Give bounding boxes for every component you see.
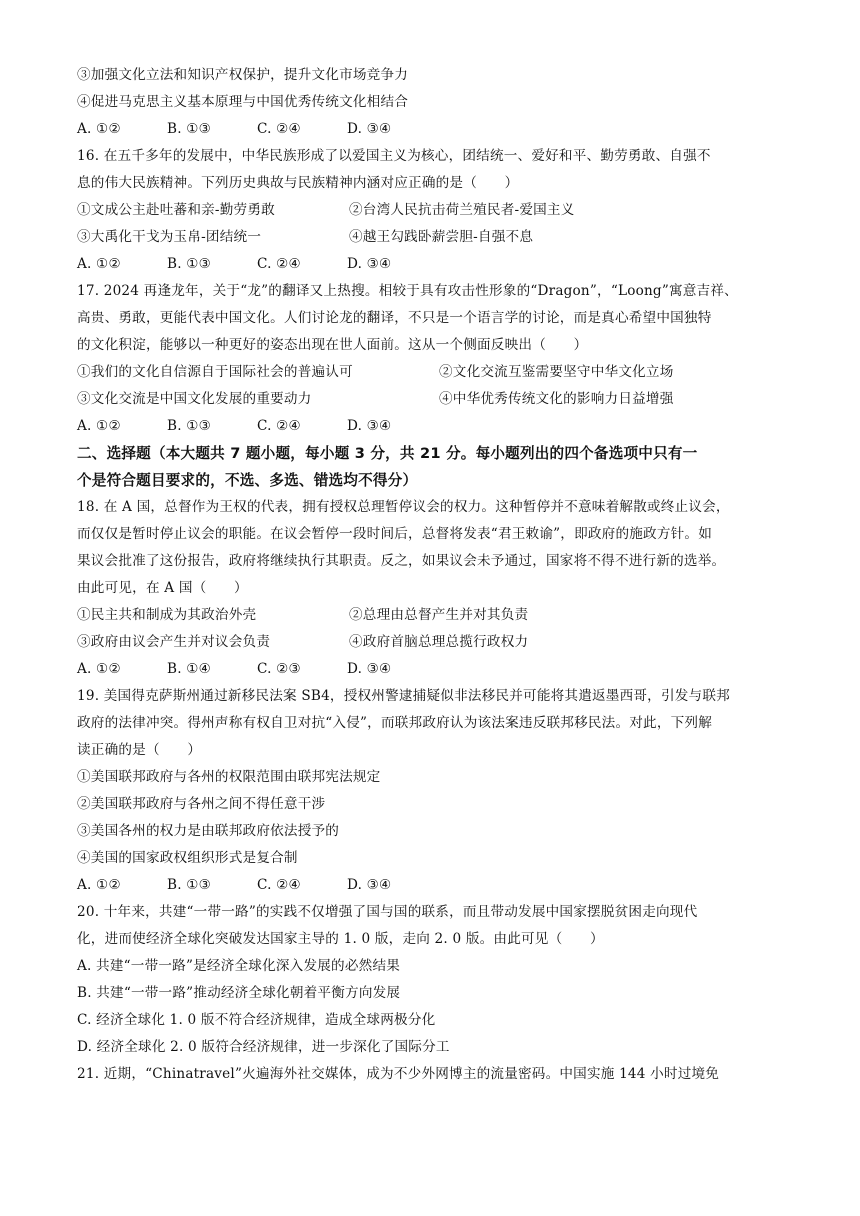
answer-b: B. ①③ [167, 877, 212, 893]
q18-option-3: ③政府由议会产生并对议会负责 [77, 634, 271, 650]
q18-option-1: ①民主共和制成为其政治外壳 [77, 607, 257, 623]
q19-stem-line: 政府的法律冲突。得州声称有权自卫对抗“入侵”，而联邦政府认为该法案违反联邦移民法。对此，下列解 [77, 715, 713, 731]
q20-option-d: D. 经济全球化 2. 0 版符合经济规律，进一步深化了国际分工 [77, 1039, 450, 1055]
q18-stem-line: 由此可见，在 A 国（ ） [77, 580, 248, 596]
q18-option-2: ②总理由总督产生并对其负责 [349, 607, 529, 623]
answer-a: A. ①② [77, 418, 121, 434]
q20-option-c: C. 经济全球化 1. 0 版不符合经济规律，造成全球两极分化 [77, 1012, 436, 1028]
q17-stem-line: 高贵、勇敢，更能代表中国文化。人们讨论龙的翻译，不只是一个语言学的讨论，而是真心希望中国独特 [77, 310, 712, 326]
q16-stem-line: 16. 在五千多年的发展中，中华民族形成了以爱国主义为核心，团结统一、爱好和平、勤劳勇敢、自强不 [77, 148, 711, 164]
q21-stem-line: 21. 近期，“Chinatravel”火遍海外社交媒体，成为不少外网博主的流量密码。中国实施 144 小时过境免 [77, 1066, 720, 1082]
q18-options-row [77, 629, 787, 656]
answer-d: D. ③④ [347, 661, 392, 677]
q18-options-row [77, 602, 787, 629]
q16-options-row [77, 197, 787, 224]
answer-b: B. ①③ [167, 256, 212, 272]
q17-stem-line: 17. 2024 再逢龙年，关于“龙”的翻译又上热搜。相较于具有攻击性形象的“Dragon”，“Loong”寓意吉祥、 [77, 283, 738, 299]
answer-b: B. ①④ [167, 661, 212, 677]
q19-option-3: ③美国各州的权力是由联邦政府依法授予的 [77, 823, 340, 839]
q18-stem-line: 果议会批准了这份报告，政府将继续执行其职责。反之，如果议会未予通过，国家将不得不进行新的选举。 [77, 553, 726, 569]
q17-options-row [77, 386, 787, 413]
answer-d: D. ③④ [347, 418, 392, 434]
q16-option-3: ③大禹化干戈为玉帛-团结统一 [77, 229, 262, 245]
q20-stem-line: 20. 十年来，共建“一带一路”的实践不仅增强了国与国的联系，而且带动发展中国家摆脱贫困走向现代 [77, 904, 698, 920]
q15-answers [77, 116, 787, 143]
q19-option-4: ④美国的国家政权组织形式是复合制 [77, 850, 298, 866]
q19-stem-line: 读正确的是（ ） [77, 742, 202, 758]
answer-a: A. ①② [77, 121, 121, 137]
q18-option-4: ④政府首脑总理总揽行政权力 [349, 634, 529, 650]
q15-option-4: ④促进马克思主义基本原理与中国优秀传统文化相结合 [77, 94, 409, 110]
answer-c: C. ②③ [257, 661, 301, 677]
q17-stem-line: 的文化积淀，能够以一种更好的姿态出现在世人面前。这从一个侧面反映出（ ） [77, 337, 588, 353]
answer-c: C. ②④ [257, 256, 301, 272]
q19-stem-line: 19. 美国得克萨斯州通过新移民法案 SB4，授权州警逮捕疑似非法移民并可能将其遣返墨西哥，引发与联邦 [77, 688, 730, 704]
answer-b: B. ①③ [167, 418, 212, 434]
q19-option-2: ②美国联邦政府与各州之间不得任意干涉 [77, 796, 326, 812]
answer-b: B. ①③ [167, 121, 212, 137]
answer-c: C. ②④ [257, 121, 301, 137]
q17-option-2: ②文化交流互鉴需要坚守中华文化立场 [439, 364, 674, 380]
section-heading: 二、选择题（本大题共 7 题小题，每小题 3 分，共 21 分。每小题列出的四个备选项中只有一 [77, 445, 698, 462]
q15-option-3: ③加强文化立法和知识产权保护，提升文化市场竞争力 [77, 67, 409, 83]
answer-c: C. ②④ [257, 418, 301, 434]
q16-option-1: ①文成公主赴吐蕃和亲-勤劳勇敢 [77, 202, 275, 218]
q18-stem-line: 18. 在 A 国，总督作为王权的代表，拥有授权总理暂停议会的权力。这种暂停并不意味着解散或终止议会， [77, 499, 730, 515]
q17-option-4: ④中华优秀传统文化的影响力日益增强 [439, 391, 674, 407]
q18-stem-line: 而仅仅是暂时停止议会的职能。在议会暂停一段时间后，总督将发表“君王敕谕”，即政府的施政方针。如 [77, 526, 713, 542]
answer-d: D. ③④ [347, 256, 392, 272]
q20-option-b: B. 共建“一带一路”推动经济全球化朝着平衡方向发展 [77, 985, 401, 1001]
q19-answers [77, 872, 787, 899]
answer-d: D. ③④ [347, 121, 392, 137]
q16-option-4: ④越王勾践卧薪尝胆-自强不息 [349, 229, 534, 245]
answer-a: A. ①② [77, 661, 121, 677]
q16-option-2: ②台湾人民抗击荷兰殖民者-爱国主义 [349, 202, 575, 218]
q20-stem-line: 化，进而使经济全球化突破发达国家主导的 1. 0 版，走向 2. 0 版。由此可见（ ） [77, 931, 604, 947]
q17-option-3: ③文化交流是中国文化发展的重要动力 [77, 391, 312, 407]
q16-answers [77, 251, 787, 278]
q18-answers [77, 656, 787, 683]
q17-answers [77, 413, 787, 440]
answer-c: C. ②④ [257, 877, 301, 893]
q17-option-1: ①我们的文化自信源自于国际社会的普遍认可 [77, 364, 353, 380]
q20-option-a: A. 共建“一带一路”是经济全球化深入发展的必然结果 [77, 958, 401, 974]
q16-options-row [77, 224, 787, 251]
answer-a: A. ①② [77, 877, 121, 893]
q17-options-row [77, 359, 787, 386]
answer-a: A. ①② [77, 256, 121, 272]
q16-stem-line: 息的伟大民族精神。下列历史典故与民族精神内涵对应正确的是（ ） [77, 175, 519, 191]
answer-d: D. ③④ [347, 877, 392, 893]
section-heading: 个是符合题目要求的，不选、多选、错选均不得分） [77, 472, 418, 489]
exam-page [77, 62, 787, 1088]
q19-option-1: ①美国联邦政府与各州的权限范围由联邦宪法规定 [77, 769, 381, 785]
